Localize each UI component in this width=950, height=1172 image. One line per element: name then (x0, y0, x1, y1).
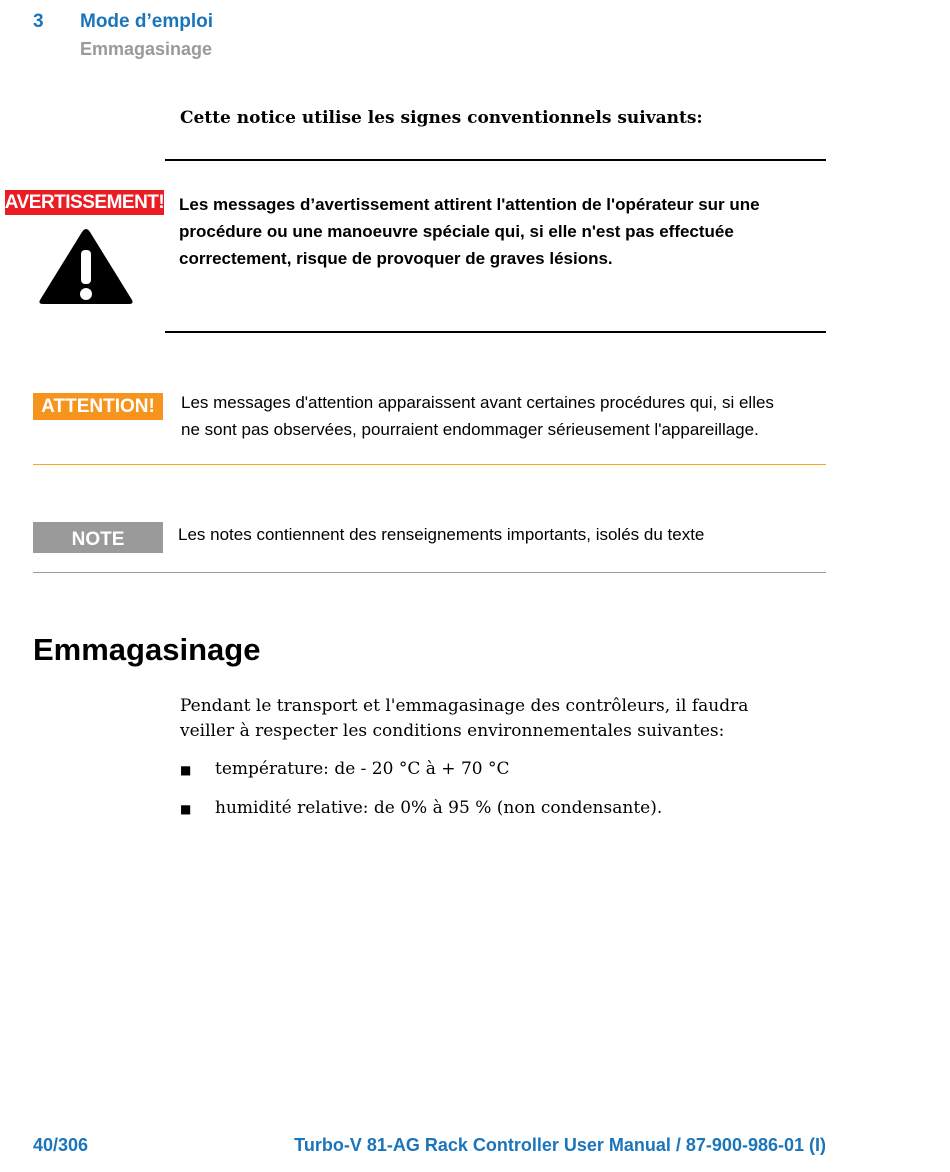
note-text: Les notes contiennent des renseignements importants, isolés du texte (178, 525, 705, 544)
bullet-icon: ■ (180, 802, 192, 816)
warning-line: procédure ou une manoeuvre spéciale qui, si elle n'est pas effectuée (179, 222, 734, 241)
warning-text (179, 191, 819, 272)
warning-line: correctement, risque de provoquer de graves lésions. (179, 249, 613, 268)
note-badge: NOTE (33, 522, 163, 553)
footer-title: Turbo-V 81-AG Rack Controller User Manual / 87-900-986-01 (I) (294, 1135, 826, 1155)
attention-line: Les messages d'attention apparaissent avant certaines procédures qui, si elles (181, 393, 774, 412)
attention-badge: ATTENTION! (33, 393, 163, 420)
bullet-icon: ■ (180, 763, 192, 777)
warning-badge: AVERTISSEMENT! (5, 190, 164, 215)
section-paragraph (180, 694, 810, 744)
paragraph-line: Pendant le transport et l'emmagasinage des contrôleurs, il faudra (180, 696, 749, 716)
divider (165, 331, 826, 333)
section-heading: Emmagasinage (33, 632, 261, 667)
list-item (180, 798, 662, 820)
warning-triangle-icon (38, 226, 134, 306)
paragraph-line: veiller à respecter les conditions environnementales suivantes: (180, 721, 725, 741)
warning-line: Les messages d’avertissement attirent l'attention de l'opérateur sur une (179, 195, 760, 214)
list-item-text: humidité relative: de 0% à 95 % (non condensante). (215, 798, 663, 818)
chapter-number: 3 (33, 11, 44, 32)
intro-text: Cette notice utilise les signes conventionnels suivants: (180, 108, 703, 128)
list-item (180, 759, 510, 781)
divider (33, 464, 826, 465)
divider (165, 159, 826, 161)
attention-text (181, 389, 831, 443)
section-subtitle: Emmagasinage (80, 39, 213, 59)
page-number: 40/306 (33, 1135, 89, 1155)
attention-line: ne sont pas observées, pourraient endommager sérieusement l'appareillage. (181, 420, 759, 439)
chapter-title: Mode d’emploi (80, 11, 213, 32)
list-item-text: température: de - 20 °C à + 70 °C (215, 759, 510, 779)
divider (33, 572, 826, 573)
